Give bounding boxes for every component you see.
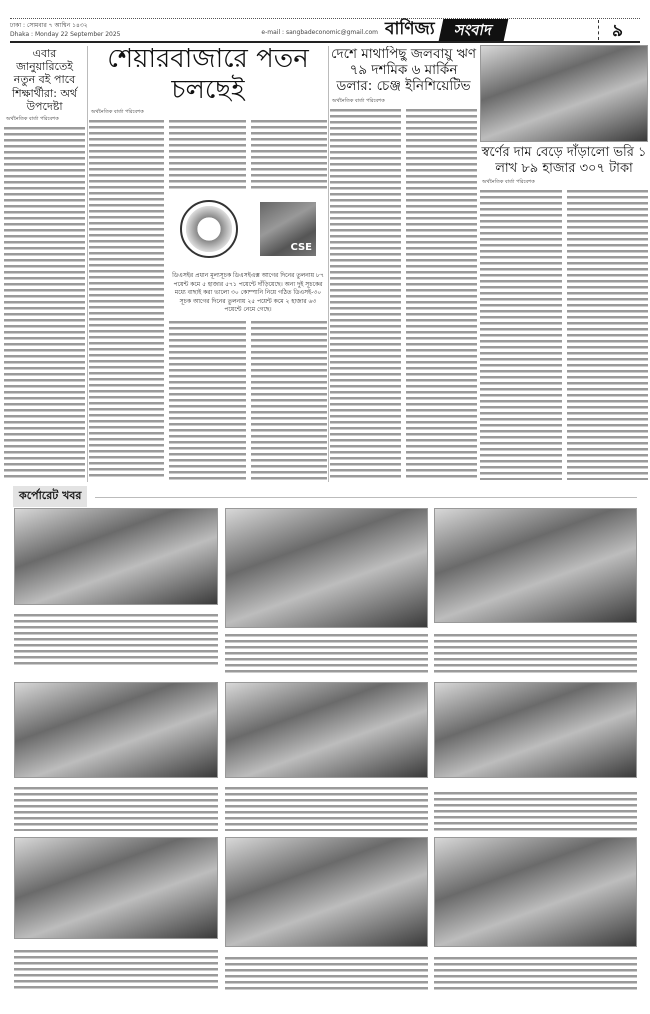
column-divider <box>328 46 329 482</box>
climate-body-col1 <box>330 107 401 480</box>
masthead-logo <box>385 19 506 41</box>
corporate-caption <box>14 612 218 666</box>
corporate-photo <box>434 682 637 778</box>
stock-pull-quote: ডিএসইর প্রধান মূল্যসূচক ডিএসইএক্স আগের দিনের তুলনায় ৮৭ পয়েন্ট কমে ৫ হাজার ৫৭১ পয়েন্টে দাঁড়িয়েছে। অন্য দুই সূচকের মধ্যে বাছাই করা ভালো ৩০ কোম্পানি নিয়ে গঠিত ডিএসই-৩০ সূচক আগের দিনের তুলনায় ২৫ পয়েন্ট কমে ২ হাজার ৬৩ পয়েন্টে নেমে গেছে। <box>172 272 324 314</box>
email-address[interactable]: e-mail : sangbadeconomic@gmail.com <box>261 29 378 36</box>
header-top-rule <box>10 18 640 19</box>
climate-headline[interactable]: দেশে মাথাপিছু জলবায়ু ঋণ ৭৯ দশমিক ৬ মার্কিন ডলার: চেঞ্জ ইনিশিয়েটিভ <box>331 46 476 95</box>
climate-body-col2 <box>406 107 477 480</box>
column-divider <box>87 46 88 482</box>
climate-article <box>330 46 477 480</box>
stock-body-col1 <box>89 118 164 480</box>
cse-logo: CSE <box>260 202 316 256</box>
header-bottom-rule <box>10 41 640 43</box>
corporate-caption <box>225 785 428 831</box>
stock-headline[interactable]: শেয়ারবাজারে পতন চলছেই <box>107 44 309 106</box>
corporate-caption <box>434 955 637 993</box>
corporate-caption <box>225 955 428 993</box>
corporate-photo <box>434 837 637 947</box>
section-rule <box>95 497 637 498</box>
date-english: Dhaka : Monday 22 September 2025 <box>10 31 121 38</box>
gold-jewelry-photo <box>480 45 648 142</box>
stock-body-col3-lower <box>251 319 328 480</box>
books-headline[interactable]: এবার জানুয়ারিতেই নতুন বই পাবে শিক্ষার্থীরা: অর্থ উপদেষ্টা <box>11 47 78 113</box>
stock-byline: অর্থনৈতিক বার্তা পরিবেশক <box>91 109 144 116</box>
corporate-caption <box>225 632 428 676</box>
books-article <box>4 47 85 480</box>
logo-part2: সংবাদ <box>438 19 508 41</box>
header-divider <box>598 20 599 40</box>
books-byline: অর্থনৈতিক বার্তা পরিবেশক <box>6 115 59 122</box>
corporate-caption <box>14 948 218 992</box>
stock-article <box>89 44 327 480</box>
corporate-photo <box>14 508 218 605</box>
corporate-caption <box>14 785 218 831</box>
corporate-photo <box>225 682 428 778</box>
stock-body-col3 <box>251 118 328 190</box>
gold-body-col2 <box>567 188 649 480</box>
gold-byline: অর্থনৈতিক বার্তা পরিবেশক <box>482 179 535 186</box>
corporate-photo <box>14 837 218 939</box>
gold-article <box>480 45 648 480</box>
books-body <box>4 125 85 480</box>
climate-byline: অর্থনৈতিক বার্তা পরিবেশক <box>332 97 385 104</box>
corporate-caption <box>434 790 637 832</box>
corporate-photo <box>225 508 428 628</box>
corporate-caption <box>434 632 637 676</box>
stock-body-col2-lower <box>169 319 246 480</box>
dse-logo <box>180 200 238 258</box>
gold-body-col1 <box>480 188 562 480</box>
corporate-photo <box>225 837 428 947</box>
corporate-section-title: কর্পোরেট খবর <box>13 486 87 507</box>
page-number: ৯ <box>612 21 624 41</box>
stock-body-col2 <box>169 118 246 190</box>
corporate-photo <box>434 508 637 623</box>
date-bangla: ঢাকা : সোমবার ৭ আশ্বিন ১৪৩২ <box>10 22 88 29</box>
gold-headline[interactable]: স্বর্ণের দাম বেড়ে দাঁড়ালো ভরি ১ লাখ ৮৯ হাজার ৩০৭ টাকা <box>481 145 647 176</box>
logo-part1: বাণিজ্য <box>385 19 435 39</box>
corporate-photo <box>14 682 218 778</box>
